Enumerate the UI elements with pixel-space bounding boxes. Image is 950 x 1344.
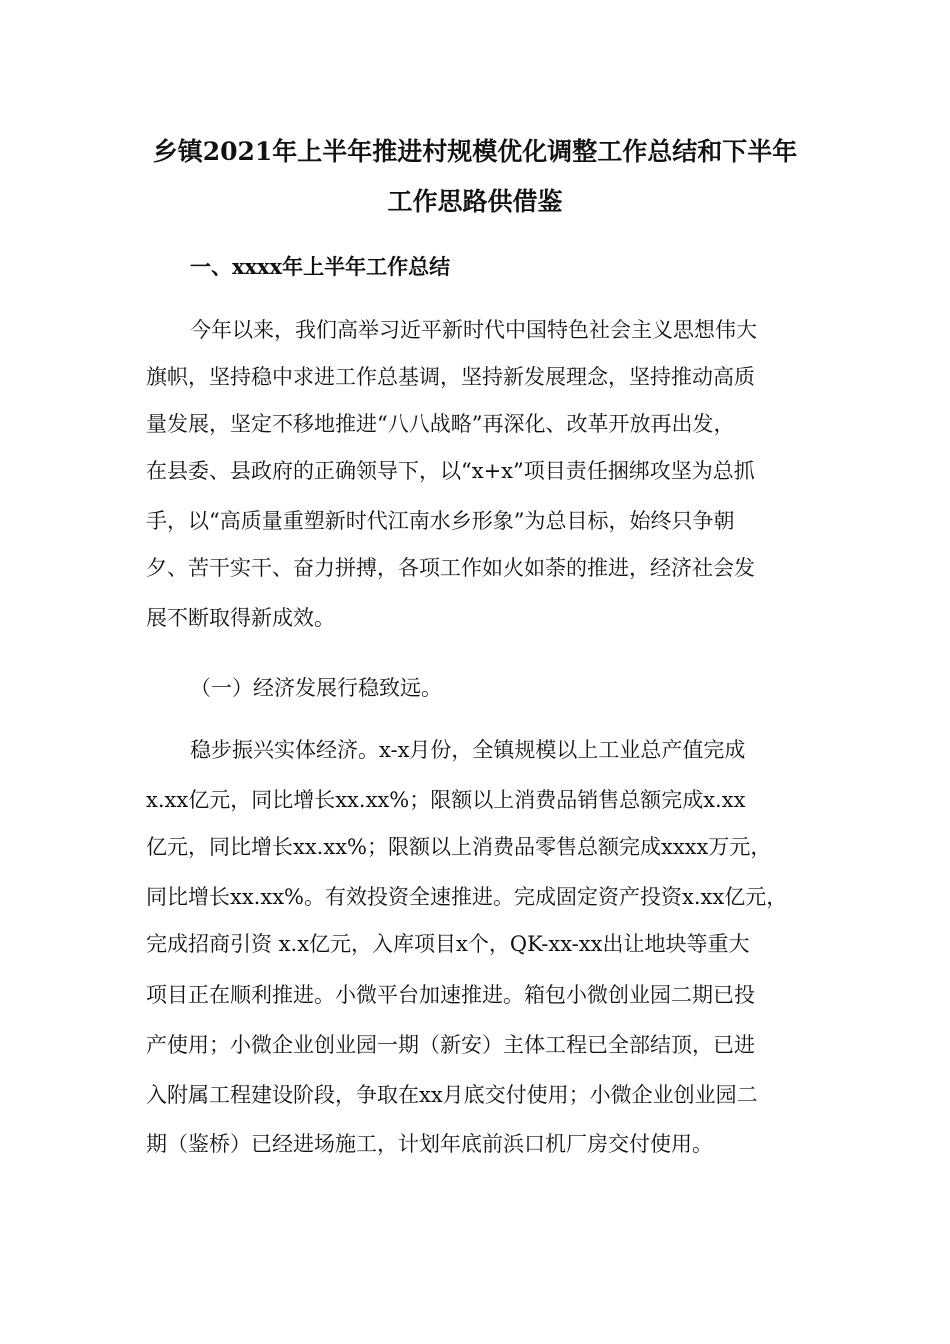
paragraph-2-line: 亿元，同比增长xx.xx%；限额以上消费品零售总额完成xxxx万元， [146,835,772,859]
document-title-line-1: 乡镇2021年上半年推进村规模优化调整工作总结和下半年 [152,137,798,166]
paragraph-2-line: 同比增长xx.xx%。有效投资全速推进。完成固定资产投资x.xx亿元， [146,885,788,909]
paragraph-2-line: 产使用；小微企业创业园一期（新安）主体工程已全部结顶，已进 [146,1033,755,1057]
paragraph-2-line: 项目正在顺利推进。小微平台加速推进。箱包小微创业园二期已投 [146,983,755,1007]
paragraph-2-line: 稳步振兴实体经济。x-x月份，全镇规模以上工业总产值完成 [190,738,746,762]
paragraph-1-line: 量发展，坚定不移地推进“八八战略”再深化、改革开放再出发， [146,412,735,436]
paragraph-1-line: 展不断取得新成效。 [146,606,335,630]
paragraph-1-line: 今年以来，我们高举习近平新时代中国特色社会主义思想伟大 [190,318,757,342]
paragraph-1-line: 在县委、县政府的正确领导下，以“x+x”项目责任捆绑攻坚为总抓 [146,459,755,483]
section-heading: 一、xxxx年上半年工作总结 [190,254,451,279]
paragraph-2-line: 完成招商引资 x.x亿元，入库项目x个，QK-xx-xx出让地块等重大 [146,932,750,956]
paragraph-2-line: 期（鉴桥）已经进场施工，计划年底前浜口机厂房交付使用。 [146,1132,713,1156]
paragraph-1-line: 旗帜，坚持稳中求进工作总基调，坚持新发展理念，坚持推动高质 [146,365,755,389]
paragraph-2-line: 入附属工程建设阶段，争取在xx月底交付使用；小微企业创业园二 [146,1083,758,1107]
subheading: （一）经济发展行稳致远。 [190,676,442,700]
paragraph-1-line: 夕、苦干实干、奋力拼搏，各项工作如火如荼的推进，经济社会发 [146,556,755,580]
paragraph-2-line: x.xx亿元，同比增长xx.xx%；限额以上消费品销售总额完成x.xx [146,788,746,812]
document-title-line-2: 工作思路供借鉴 [387,187,563,216]
paragraph-1-line: 手，以“高质量重塑新时代江南水乡形象”为总目标，始终只争朝 [146,509,735,533]
